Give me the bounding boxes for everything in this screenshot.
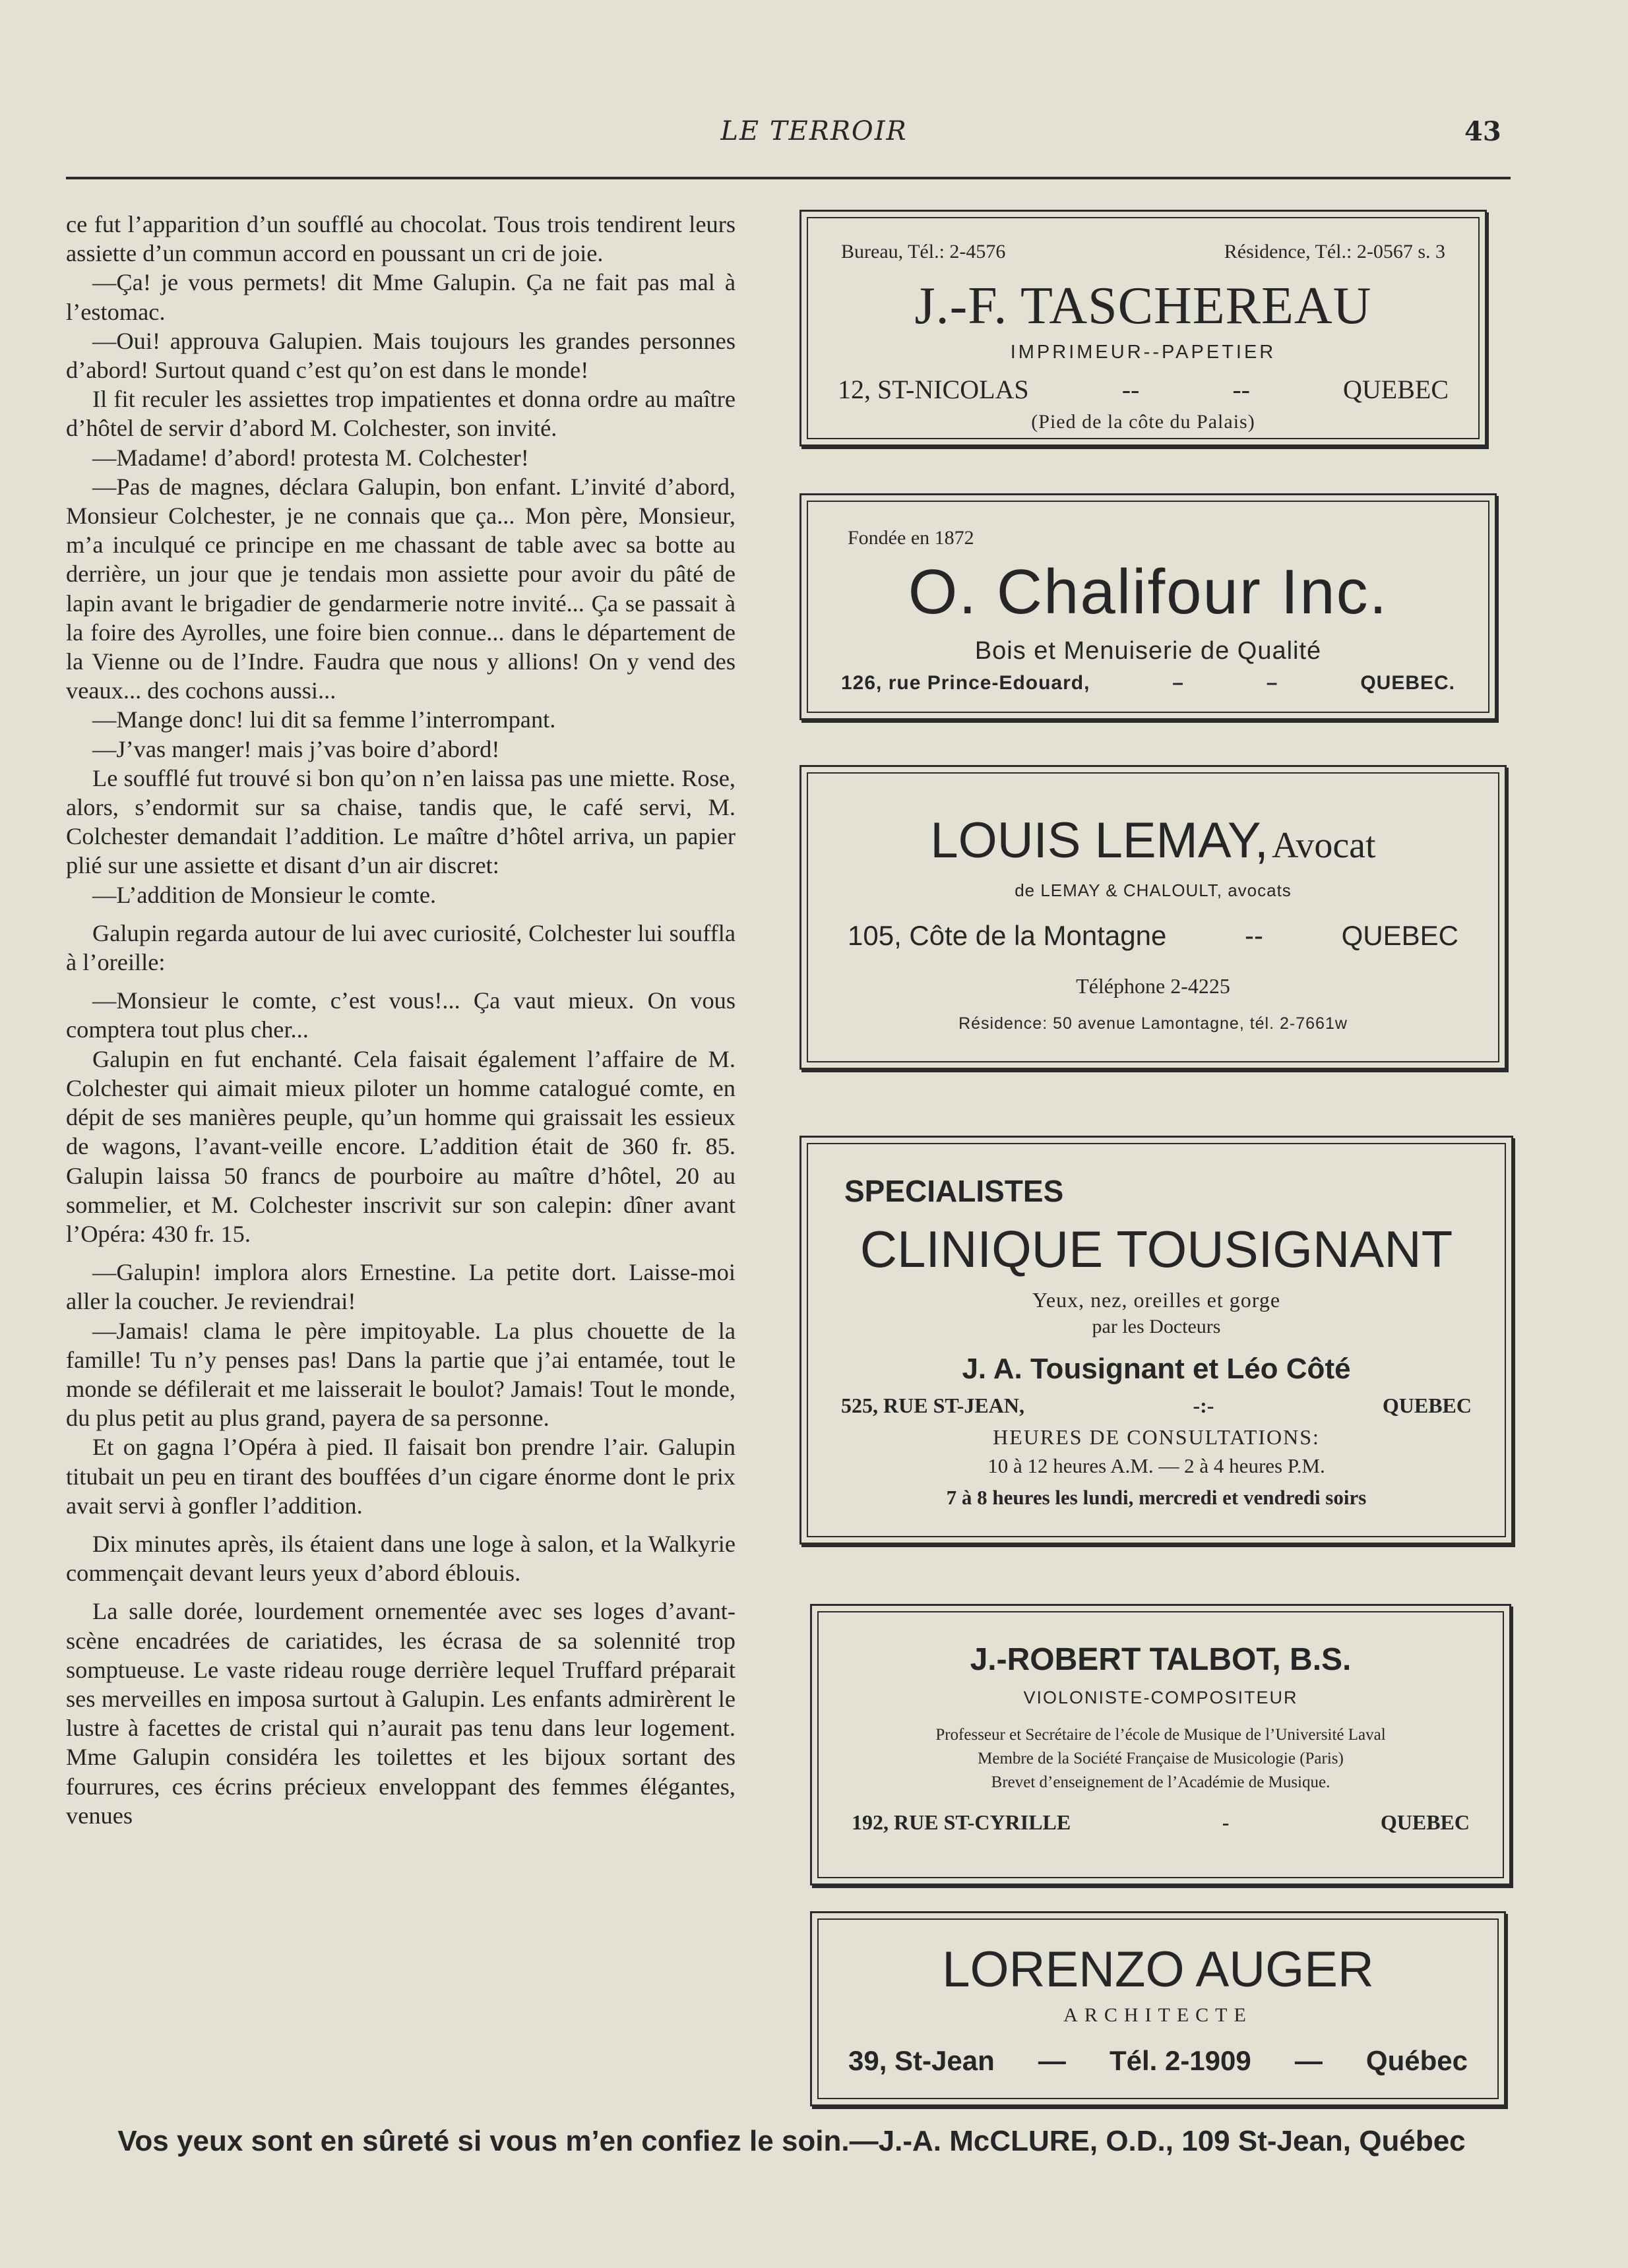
article-paragraph: —L’addition de Monsieur le comte. [92,881,437,908]
chalifour-separator: – [1172,672,1184,694]
article-paragraph: —Monsieur le comte, c’est vous!... Ça vaut mieux. On vous comptera tout plus cher... [66,987,736,1043]
lemay-firm: de LEMAY & CHALOULT, avocats [1015,880,1292,900]
header-rule [66,177,1511,179]
auger-address: 39, St-Jean [848,2045,995,2076]
ad-auger [810,1911,1506,2106]
article-paragraph: Galupin en fut enchanté. Cela faisait également l’affaire de M. Colchester qui aimait mieux piloter un homme catalogué comte, en dépit de ses manières peuple, qu’un homme qui graissait les essieux de wagons, l’avant-veille encore. L’addition était de 360 fr. 85. Galupin laissa 50 francs de pourboire au maître d’hôtel, 20 au sommelier, et M. Colchester inscrivit sur son calepin: dîner avant l’Opéra: 430 fr. 15. [66,1045,736,1247]
auger-name: LORENZO AUGER [942,1942,1374,1998]
taschereau-separator: -- [1232,375,1250,404]
article-paragraph: —J’vas manger! mais j’vas boire d’abord! [92,735,500,762]
article-column [66,210,736,2116]
article-paragraph: —Jamais! clama le père impitoyable. La plus chouette de la famille! Tu n’y penses pas! Dans la partie que j’ai entamée, tout le monde se défilerait et me laisserait le boulot? Jamais! Tout le monde, du plus petit au plus grand, payera de sa personne. [66,1317,736,1432]
ad-talbot [810,1604,1511,1885]
taschereau-name: J.-F. TASCHEREAU [914,277,1372,335]
auger-separator: — [1294,2045,1323,2076]
tousignant-address: 525, RUE ST-JEAN, [841,1394,1024,1417]
auger-phone: Tél. 2-1909 [1109,2045,1251,2076]
lemay-title: Avocat [1272,825,1376,866]
lemay-address: 105, Côte de la Montagne [848,920,1167,951]
article-paragraph: Et on gagna l’Opéra à pied. Il faisait bon prendre l’air. Galupin titubait un peu en tirant des bouffées d’un cigare énorme dont le prix avait servi à gonfler l’addition. [66,1434,736,1519]
lemay-name: LOUIS LEMAY, [930,812,1268,869]
talbot-name: J.-ROBERT TALBOT, B.S. [970,1642,1352,1677]
ad-chalifour [799,493,1497,720]
talbot-credential: Membre de la Société Française de Musicologie (Paris) [978,1750,1344,1767]
tousignant-name: CLINIQUE TOUSIGNANT [860,1220,1453,1278]
article-paragraph: Le soufflé fut trouvé si bon qu’on n’en laissa pas une miette. Rose, alors, s’endormit sur sa chaise, tandis que, le café servi, M. Colchester demandait l’addition. Le maître d’hôtel arriva, un papier plié sur une assiette et disant d’un air discret: [66,764,736,879]
tousignant-hours: 10 à 12 heures A.M. — 2 à 4 heures P.M. [987,1454,1325,1477]
auger-title: ARCHITECTE [1063,2004,1253,2026]
article-paragraph: —Madame! d’abord! protesta M. Colchester! [92,444,529,471]
auger-separator: — [1038,2045,1066,2076]
lemay-separator: -- [1245,920,1263,951]
ad-taschereau [799,210,1487,446]
taschereau-residence-phone: Résidence, Tél.: 2-0567 s. 3 [1224,241,1445,262]
article-paragraph: Galupin regarda autour de lui avec curiosité, Colchester lui souffla à l’oreille: [66,919,736,976]
article-paragraph: —Mange donc! lui dit sa femme l’interrompant. [92,706,556,733]
article-paragraph: Dix minutes après, ils étaient dans une loge à salon, et la Walkyrie commençait devant leurs yeux d’abord éblouis. [66,1530,736,1587]
talbot-city: QUEBEC [1380,1810,1470,1834]
talbot-separator: - [1222,1810,1230,1834]
article-paragraph: —Oui! approuva Galupien. Mais toujours les grandes personnes d’abord! Surtout quand c’est qu’on est dans le monde! [66,327,736,384]
page-number: 43 [1464,116,1501,147]
taschereau-trade: IMPRIMEUR--PAPETIER [1010,342,1276,363]
chalifour-city: QUEBEC. [1360,672,1455,694]
talbot-title: VIOLONISTE-COMPOSITEUR [1023,1688,1298,1707]
taschereau-note: (Pied de la côte du Palais) [1031,411,1255,433]
tousignant-specialty: Yeux, nez, oreilles et gorge [1032,1288,1281,1312]
footer-advertisement: Vos yeux sont en sûreté si vous m’en confiez le soin.—J.-A. McCLURE, O.D., 109 St-Jean, Québec [117,2125,1466,2157]
chalifour-founded: Fondée en 1872 [848,527,974,549]
chalifour-address: 126, rue Prince-Edouard, [841,672,1090,694]
article-paragraph: —Ça! je vous permets! dit Mme Galupin. Ça ne fait pas mal à l’estomac. [66,269,736,325]
talbot-credential: Professeur et Secrétaire de l’école de Musique de l’Université Laval [935,1726,1386,1744]
taschereau-address: 12, ST-NICOLAS [838,375,1029,404]
lemay-phone: Téléphone 2-4225 [1076,974,1230,998]
tousignant-doctors: J. A. Tousignant et Léo Côté [962,1353,1351,1385]
taschereau-bureau-phone: Bureau, Tél.: 2-4576 [841,241,1006,262]
tousignant-by: par les Docteurs [1092,1316,1221,1337]
chalifour-trade: Bois et Menuiserie de Qualité [974,637,1322,665]
article-paragraph: —Galupin! implora alors Ernestine. La petite dort. Laisse-moi aller la coucher. Je reviendrai! [66,1259,736,1315]
lemay-city: QUEBEC [1341,920,1458,951]
article-paragraph: ce fut l’apparition d’un soufflé au chocolat. Tous trois tendirent leurs assiette d’un commun accord en poussant un cri de joie. [66,211,736,267]
article-paragraph: La salle dorée, lourdement ornementée avec ses loges d’avant-scène encadrées de cariatides, les écrasa de sa solennité trop somptueuse. Le vaste rideau rouge derrière lequel Truffard préparait ses merveilles en imposa surtout à Galupin. Les enfants admirèrent le lustre à facettes de cristal qui n’aurait pas tenu dans leur logement. Mme Galupin considéra les toilettes et les bijoux sortant des fourrures, ces écrins précieux enveloppant des femmes élégantes, venues [66,1598,736,1829]
talbot-address: 192, RUE ST-CYRILLE [852,1810,1071,1834]
chalifour-name: O. Chalifour Inc. [908,557,1389,627]
article-paragraph: —Pas de magnes, déclara Galupin, bon enfant. L’invité d’abord, Monsieur Colchester, je ne connais que ça... Mon père, Monsieur, m’a inculqué ce principe en me chassant de table avec sa botte au derrière, un jour que je tendais mon assiette pour avoir du pâté de lapin avant le brigadier de gendarmerie notre invité... Ça se passait à la foire des Ayrolles, une foire bien connue... dans le département de la Vienne ou de l’Indre. Faudra que nous y allions! On y vend des veaux... des cochons aussi... [66,473,736,704]
tousignant-city: QUEBEC [1382,1394,1472,1417]
tousignant-hours-title: HEURES DE CONSULTATIONS: [993,1425,1320,1449]
lemay-residence: Résidence: 50 avenue Lamontagne, tél. 2-7661w [958,1014,1348,1033]
article-paragraph: Il fit reculer les assiettes trop impatientes et donna ordre au maître d’hôtel de servir d’abord M. Colchester, son invité. [66,386,736,442]
tousignant-heading: SPECIALISTES [844,1174,1064,1208]
chalifour-separator: – [1266,672,1278,694]
ad-clinique-tousignant [799,1136,1513,1545]
taschereau-separator: -- [1121,375,1140,404]
running-header-title: LE TERROIR [720,116,908,146]
talbot-credential: Brevet d’enseignement de l’Académie de Musique. [991,1773,1331,1791]
taschereau-city: QUEBEC [1343,375,1449,404]
ad-lemay [799,765,1507,1070]
auger-city: Québec [1365,2045,1468,2076]
tousignant-evenings: 7 à 8 heures les lundi, mercredi et vendredi soirs [946,1486,1367,1509]
tousignant-separator: -:- [1193,1394,1214,1417]
